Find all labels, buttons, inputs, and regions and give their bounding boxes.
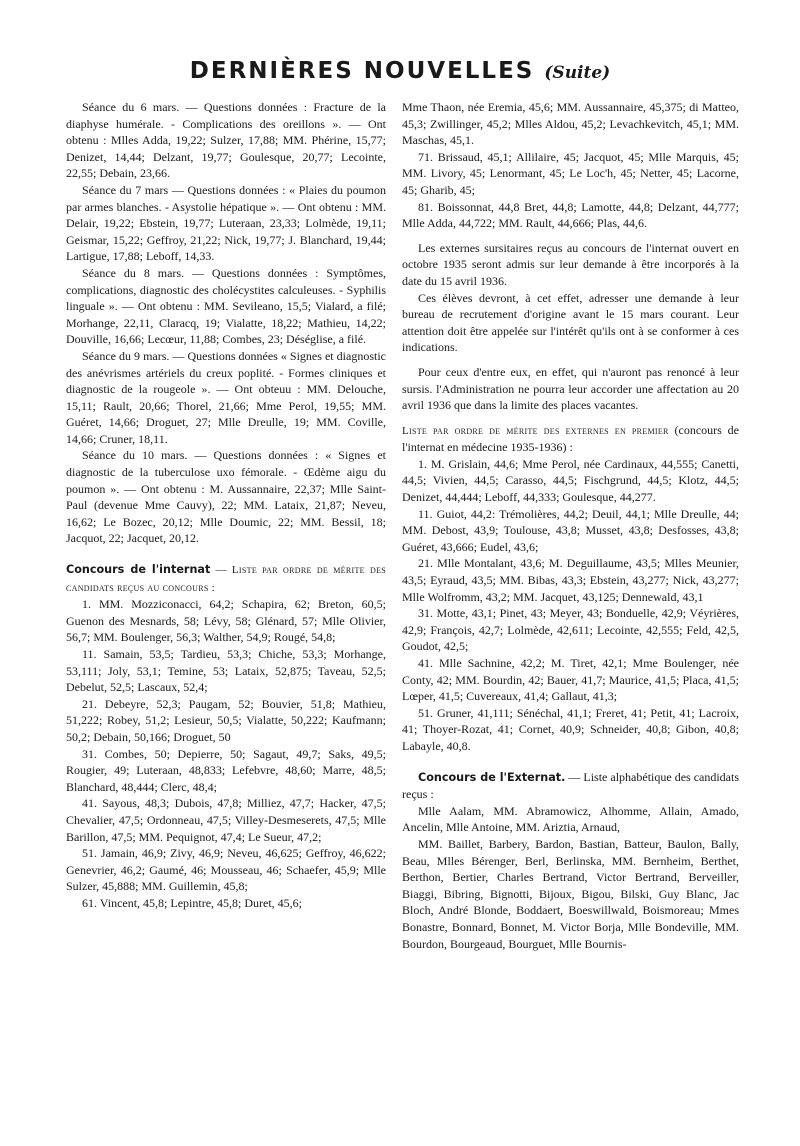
externes-heading-paragraph — [402, 422, 739, 456]
externes-rank-1: 1. M. Grislain, 44,6; Mme Perol, née Cardinaux, 44,555; Canetti, 44,5; Vivien, 44,5; Carasso, 44,5; Fischgrund, 44,5; Klotz, 44,5; Denizet, 44,444; Leboff, 44,333; Goulesque, 44,277. — [402, 456, 739, 505]
externat-heading-paragraph — [402, 769, 739, 803]
externat-list-b: MM. Baillet, Barbery, Bardon, Bastian, Batteur, Baulon, Bally, Beau, Mlles Bérenger, Berl, Berlinska, MM. Bernheim, Berthet, Berthon, Bertier, Charles Bertrand, Victor Bertrand, Berveiller, Biaggi, Bibring, Bignotti, Bijoux, Bigou, Bilski, Guy Blanc, Jac Bloch, André Blonde, Boddaert, Boeswillwald, Boismoreau; Mmes Bonastre, Bonnard, Bonnet, M. Victor Borja, Mlle Bondeville, MM. Bourdon, Bourgeaud, Bourguet, Mlle Bournis- — [402, 836, 739, 951]
internat-rank-61: 61. Vincent, 45,8; Lepintre, 45,8; Duret, 45,6; — [82, 895, 303, 910]
internat-rank-41: 41. Sayous, 48,3; Dubois, 47,8; Milliez, 47,7; Hacker, 47,5; Chevalier, 47,5; Ordonneau, 47,5; Villey-Desmeserets, 47,5; Mlle Barillon, 47,5; MM. Pequignot, 47,4; Le Sueur, 47,2; — [66, 796, 386, 844]
internat-rank-1: 1. MM. Mozziconacci, 64,2; Schapira, 62; Breton, 60,5; Guenon des Mesnards, 58; Lévy, 58; Glénard, 57; Mlle Olivier, 56,7; MM. Boulenger, 56,3; Walther, 54,9; Rougé, 54,8; — [66, 597, 386, 645]
externes-subtitle: (concours de l'internat en médecine 1935-1936) : — [402, 422, 740, 455]
seance-6-mars: Séance du 6 mars. — Questions données : Fracture de la diaphyse humérale. - Complications des oreillons ». — Ont obtenu : Mlles Adda, 19,22; Sulzer, 17,88; MM. Phérine, 15,77; Denizet, 14,44; Delzant, 19,77; Goulesque, 20,77; Lecointe, 22,55; Debain, 23,66. — [66, 100, 386, 181]
affectation-notice: Pour ceux d'entre eux, en effet, qui n'auront pas renoncé à leur sursis. l'Administration ne pourra leur accorder une affectation au 20 avril 1936 que dans la limite des places vacantes. — [402, 364, 739, 413]
right-column — [402, 99, 739, 952]
sursitaires-notice: Les externes sursitaires reçus au concours de l'internat ouvert en octobre 1935 seront admis sur leur demande à être incorporés à la date du 15 avril 1936. — [402, 240, 739, 288]
page-title: DERNIÈRES NOUVELLES — [189, 58, 535, 84]
internat-rank-71: 71. Brissaud, 45,1; Allilaire, 45; Jacquot, 45; Mlle Marquis, 45; MM. Livory, 45; Lenormant, 45; Le Loc'h, 45; Netter, 45; Lacorne, 45; Gharib, 45; — [402, 149, 739, 197]
page-title-suite: (Suite) — [544, 63, 611, 83]
internat-heading: Concours de l'internat — [66, 563, 211, 577]
externes-heading: Liste par ordre de mérite des externes en premier — [402, 424, 669, 437]
externes-rank-31: 31. Motte, 43,1; Pinet, 43; Meyer, 43; Bonduelle, 42,9; Véyrières, 42,9; François, 42,7; Lolmède, 42,611; Lecointe, 42,555; Feld, 42,5, Goudot, 42,5; — [402, 606, 739, 654]
internat-rank-81: 81. Boissonnat, 44,8 Bret, 44,8; Lamotte, 44,8; Delzant, 44,777; Mlle Adda, 44,722; MM. Rault, 44,666; Plas, 44,6. — [402, 199, 739, 231]
seance-7-mars: Séance du 7 mars — Questions données : « Plaies du poumon par armes blanches. - Asystolie hépatique ». — Ont obtenu : MM. Delair, 19,22; Ebstein, 19,77; Luteraan, 23,33; Lolmède, 19,11; Geismar, 15,22; Geffroy, 21,22; Nick, 19,77; J. Blanchard, 19,44; Lartigue, 17,88; Leboff, 14,33. — [66, 182, 386, 264]
internat-rank-51: 51. Jamain, 46,9; Zivy, 46,9; Neveu, 46,625; Geffroy, 46,622; Genevrier, 46,2; Gaumé, 46; Mousseau, 46; Schaefer, 45,9; Mlle Sulzer, 45,888; MM. Guillemin, 45,8; — [66, 846, 386, 894]
eleves-notice: Ces élèves devront, à cet effet, adresser une demande à leur bureau de recrutement d'origine avant le 15 mars courant. Leur attention doit être appelée sur l'intérêt qu'ils ont à se conformer à ces indications. — [402, 290, 739, 355]
internat-rank-21: 21. Debeyre, 52,3; Paugam, 52; Bouvier, 51,8; Mathieu, 51,222; Robey, 51,2; Lesieur, 50,5; Vialatte, 50,222; Kaufmann; 50,2; Debain, 50,166; Droguet, 50 — [66, 696, 386, 744]
externat-list-a: Mlle Aalam, MM. Abramowicz, Alhomme, Allain, Amado, Ancelin, Mlle Antoine, MM. Ariztia, Arnaud, — [402, 803, 739, 835]
externes-rank-51: 51. Gruner, 41,111; Sénéchal, 41,1; Freret, 41; Petit, 41; Lacroix, 41; Thoyer-Rozat, 41; Cornet, 40,9; Schneider, 40,8; Gibon, 40,8; Labayle, 40,8. — [402, 705, 739, 753]
internat-heading-paragraph — [66, 561, 386, 596]
internat-rank-11: 11. Samain, 53,5; Tardieu, 53,3; Chiche, 53,3; Morhange, 53,111; Joly, 53,1; Temine, 53; Lataix, 52,875; Taveau, 52,5; Debelut, 52,5; Lascaux, 52,4; — [66, 647, 386, 695]
left-column — [66, 99, 386, 912]
seance-9-mars: Séance du 9 mars. — Questions données « Signes et diagnostic des anévrismes artériels du creux poplité. - Formes cliniques et diagnostic de la rougeole ». — Ont obteuu : MM. Delouche, 15,11; Rault, 20,66; Thorel, 21,66; Mme Perol, 19,55; MM. Guéret, 14,66; Droguet, 27; Mlle Dreulle, 19; MM. Coville, 14,66; Cruner, 18,11. — [66, 348, 386, 446]
seance-10-mars: Séance du 10 mars. — Questions données : « Signes et diagnostic de la tuberculose uxo fémorale. - Œdème aigu du poumon ». — Ont obtenu : M. Aussannaire, 22,37; Mlle Saint-Paul (devenue Mme Cauvy), 22; MM. Lataix, 21,87; Neveu, 16,62; Le Bozec, 20,12; Mlle Doumic, 22; MM. Bessil, 18; Jacquot, 22; Jacquet, 20,12. — [66, 448, 386, 546]
internat-rank-31: 31. Combes, 50; Depierre, 50; Sagaut, 49,7; Saks, 49,5; Rougier, 49; Luteraan, 48,833; Lefebvre, 48,60; Marre, 48,5; Blanchard, 48,444; Clerc, 48,4; — [66, 746, 386, 794]
externes-rank-21: 21. Mlle Montalant, 43,6; M. Deguillaume, 43,5; Mlles Meunier, 43,5; Eyraud, 43,5; MM. Bibas, 43,3; Ebstein, 43,277; Nick, 43,277; Mlle Wolfromm, 43,2; MM. Jacquet, 43,125; Dennewald, 43,1 — [402, 556, 739, 604]
internat-subtitle: — Liste par ordre de mérite des candidats reçus au concours : — [66, 564, 387, 594]
externat-subtitle: — Liste alphabétique des candidats reçus : — [402, 769, 740, 802]
internat-rank-61-cont: Mme Thaon, née Eremia, 45,6; MM. Aussannaire, 45,375; di Matteo, 45,3; Zwillinger, 45,2; Mlles Aldou, 45,2; Levachkevitch, 45,1; MM. Maschas, 45,1. — [402, 100, 739, 148]
seance-8-mars: Séance du 8 mars. — Questions données : Symptômes, complications, diagnostic des cholécystites calculeuses. - Syphilis linguale ». — Ont obtenu : MM. Sevileano, 15,5; Vialard, a filé; Morhange, 22,11, Claracq, 19; Vialatte, 18,22; Mathieu, 14,22; Douville, 16,66; Lecœur, 11,88; Combes, 23; Déséglise, a filé. — [66, 265, 386, 347]
externat-heading: Concours de l'Externat. — [418, 770, 566, 784]
externes-rank-41: 41. Mlle Sachnine, 42,2; M. Tiret, 42,1; Mme Boulenger, née Conty, 42; MM. Bourdin, 42; Bauer, 41,7; Maurice, 41,5; Placa, 41,5; Lœper, 41,5; Cuvereaux, 41,4; Gallaut, 41,3; — [402, 656, 739, 704]
page-header — [0, 58, 800, 84]
externes-rank-11: 11. Guiot, 44,2: Trémolières, 44,2; Deuil, 44,1; Mlle Dreulle, 44; MM. Debost, 43,9; Toulouse, 43,8; Musset, 43,8; Desfosses, 43,8; Guéret, 43,666; Eudel, 43,6; — [402, 506, 739, 554]
